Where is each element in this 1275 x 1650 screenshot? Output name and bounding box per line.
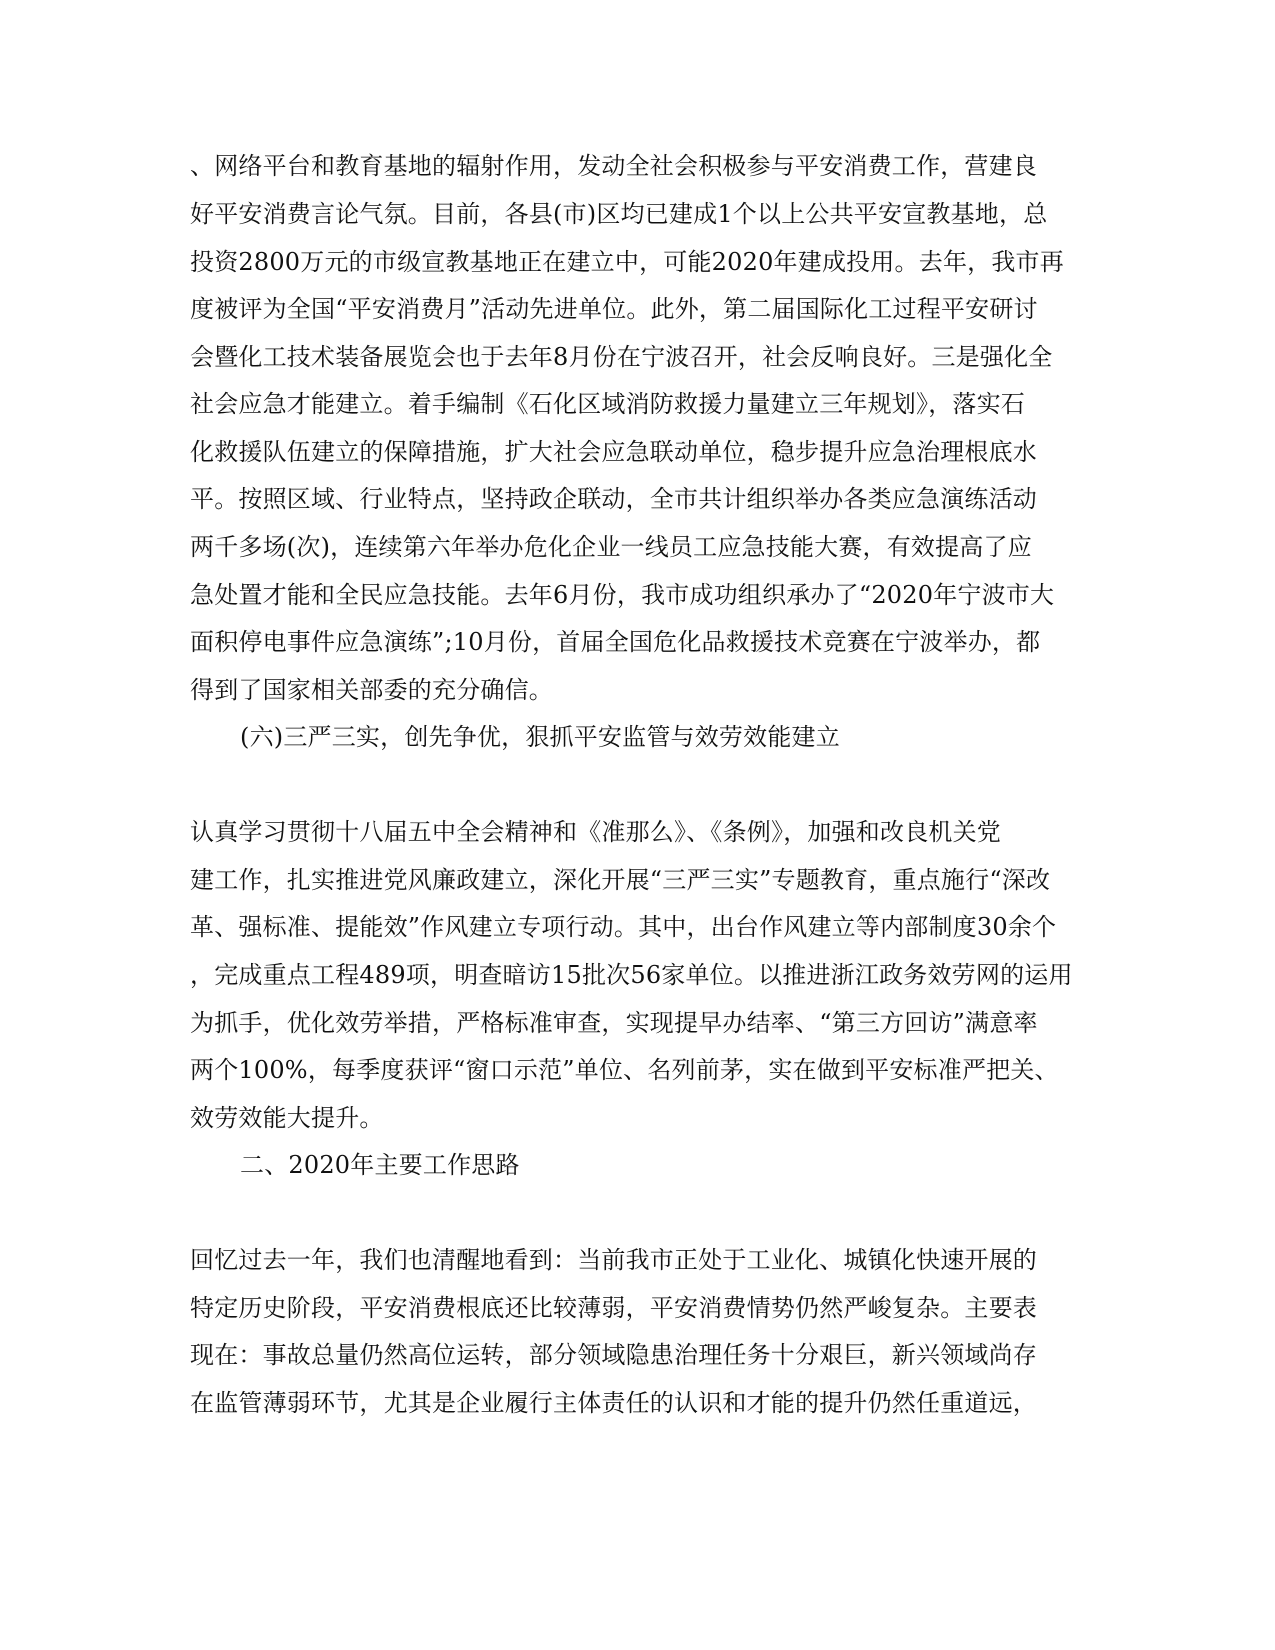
paragraph-line: 建工作，扎实推进党风廉政建立，深化开展“三严三实”专题教育，重点施行“深改 — [190, 866, 1051, 894]
paragraph-line: 革、强标准、提能效”作风建立专项行动。其中，出台作风建立等内部制度30余个 — [190, 913, 1057, 941]
paragraph-line: 两千多场(次)，连续第六年举办危化企业一线员工应急技能大赛，有效提高了应 — [190, 533, 1032, 561]
paragraph-line: 两个100%，每季度获评“窗口示范”单位、名列前茅，实在做到平安标准严把关、 — [190, 1056, 1059, 1084]
paragraph-line: 急处置才能和全民应急技能。去年6月份，我市成功组织承办了“2020年宁波市大 — [190, 581, 1055, 609]
section-heading: 二、2020年主要工作思路 — [240, 1151, 520, 1179]
paragraph-line: 化救援队伍建立的保障措施，扩大社会应急联动单位，稳步提升应急治理根底水 — [190, 438, 1037, 466]
paragraph-line: 特定历史阶段，平安消费根底还比较薄弱，平安消费情势仍然严峻复杂。主要表 — [190, 1294, 1037, 1322]
paragraph-line: 社会应急才能建立。着手编制《石化区域消防救援力量建立三年规划》，落实石 — [190, 390, 1025, 418]
paragraph-line: 在监管薄弱环节，尤其是企业履行主体责任的认识和才能的提升仍然任重道远， — [190, 1389, 1037, 1417]
paragraph-line: ，完成重点工程489项，明查暗访15批次56家单位。以推进浙江政务效劳网的运用 — [190, 961, 1073, 989]
paragraph-line: 效劳效能大提升。 — [190, 1104, 384, 1132]
paragraph-line: 面积停电事件应急演练”;10月份，首届全国危化品救援技术竞赛在宁波举办，都 — [190, 628, 1041, 656]
paragraph-line: 回忆过去一年，我们也清醒地看到：当前我市正处于工业化、城镇化快速开展的 — [190, 1246, 1037, 1274]
paragraph-line: 、网络平台和教育基地的辐射作用，发动全社会积极参与平安消费工作，营建良 — [190, 152, 1037, 180]
paragraph-line: 度被评为全国“平安消费月”活动先进单位。此外，第二届国际化工过程平安研讨 — [190, 295, 1038, 323]
paragraph-line: 现在：事故总量仍然高位运转，部分领域隐患治理任务十分艰巨，新兴领域尚存 — [190, 1341, 1037, 1369]
section-heading: (六)三严三实，创先争优，狠抓平安监管与效劳效能建立 — [240, 723, 840, 751]
paragraph-line: 好平安消费言论气氛。目前，各县(市)区均已建成1个以上公共平安宣教基地，总 — [190, 200, 1048, 228]
paragraph-line: 会暨化工技术装备展览会也于去年8月份在宁波召开，社会反响良好。三是强化全 — [190, 343, 1053, 371]
paragraph-line: 为抓手，优化效劳举措，严格标准审查，实现提早办结率、“第三方回访”满意率 — [190, 1009, 1038, 1037]
paragraph-line: 投资2800万元的市级宣教基地正在建立中，可能2020年建成投用。去年，我市再 — [190, 248, 1064, 276]
paragraph-line: 认真学习贯彻十八届五中全会精神和《准那么》、《条例》，加强和改良机关党 — [190, 818, 1001, 846]
paragraph-line: 得到了国家相关部委的充分确信。 — [190, 676, 553, 704]
paragraph-line: 平。按照区域、行业特点，坚持政企联动，全市共计组织举办各类应急演练活动 — [190, 485, 1037, 513]
